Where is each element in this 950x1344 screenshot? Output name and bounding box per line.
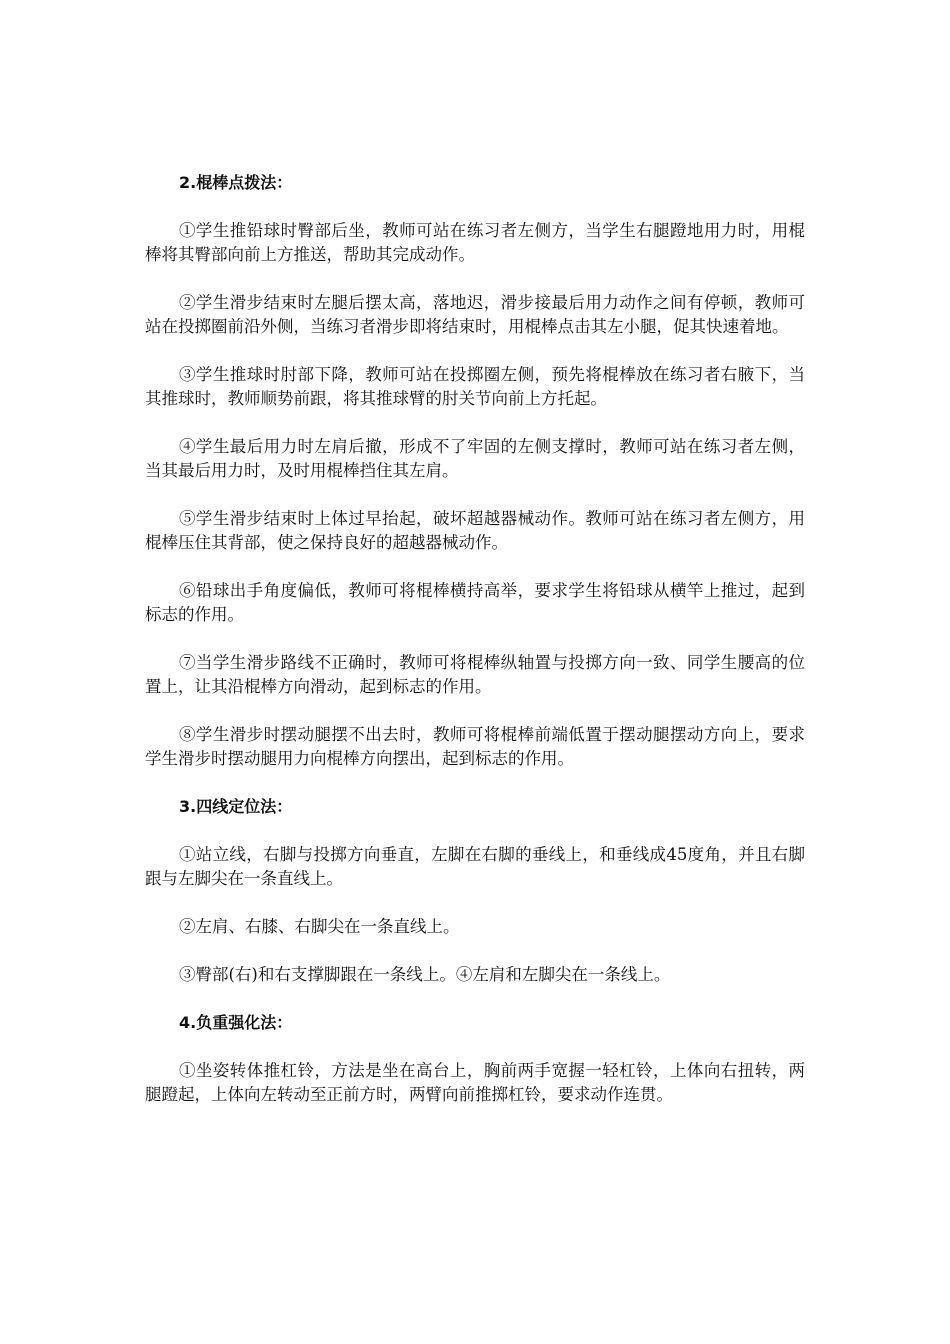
paragraph: ⑧学生滑步时摆动腿摆不出去时，教师可将棍棒前端低置于摆动腿摆动方向上，要求学生滑步时摆动腿用力向棍棒方向摆出，起到标志的作用。: [145, 725, 805, 768]
section-weighted-strengthening: [145, 1011, 805, 1107]
paragraph: ③臀部(右)和右支撑脚跟在一条线上。④左肩和左脚尖在一条线上。: [179, 965, 671, 984]
paragraph: ②学生滑步结束时左腿后摆太高，落地迟，滑步接最后用力动作之间有停顿，教师可站在投掷圈前沿外侧，当练习者滑步即将结束时，用棍棒点击其左小腿，促其快速着地。: [145, 293, 805, 336]
paragraph: ③学生推球时肘部下降，教师可站在投掷圈左侧，预先将棍棒放在练习者右腋下，当其推球时，教师顺势前跟，将其推球臂的肘关节向前上方托起。: [145, 365, 805, 408]
paragraph: ②左肩、右膝、右脚尖在一条直线上。: [179, 917, 460, 936]
section-heading: 3.四线定位法：: [179, 797, 293, 816]
section-heading: 2.棍棒点拨法：: [179, 173, 293, 192]
paragraph: ④学生最后用力时左肩后撤，形成不了牢固的左侧支撑时，教师可站在练习者左侧，当其最后用力时，及时用棍棒挡住其左肩。: [145, 437, 805, 480]
paragraph: ⑦当学生滑步路线不正确时，教师可将棍棒纵轴置与投掷方向一致、同学生腰高的位置上，让其沿棍棒方向滑动，起到标志的作用。: [145, 653, 805, 696]
paragraph: ⑥铅球出手角度偏低，教师可将棍棒横持高举，要求学生将铅球从横竿上推过，起到标志的作用。: [145, 581, 805, 624]
paragraph: ⑤学生滑步结束时上体过早抬起，破坏超越器械动作。教师可站在练习者左侧方，用棍棒压住其背部，使之保持良好的超越器械动作。: [145, 509, 805, 552]
section-four-line-positioning: [145, 795, 805, 987]
paragraph: ①站立线，右脚与投掷方向垂直，左脚在右脚的垂线上，和垂线成45度角，并且右脚跟与左脚尖在一条直线上。: [145, 845, 805, 888]
document-page: [145, 171, 805, 1131]
paragraph: ①学生推铅球时臀部后坐，教师可站在练习者左侧方，当学生右腿蹬地用力时，用棍棒将其臀部向前上方推送，帮助其完成动作。: [145, 221, 805, 264]
section-stick-guidance: [145, 171, 805, 771]
section-heading: 4.负重强化法：: [179, 1013, 293, 1032]
paragraph: ①坐姿转体推杠铃，方法是坐在高台上，胸前两手宽握一轻杠铃，上体向右扭转，两腿蹬起，上体向左转动至正前方时，两臂向前推掷杠铃，要求动作连贯。: [145, 1061, 805, 1104]
